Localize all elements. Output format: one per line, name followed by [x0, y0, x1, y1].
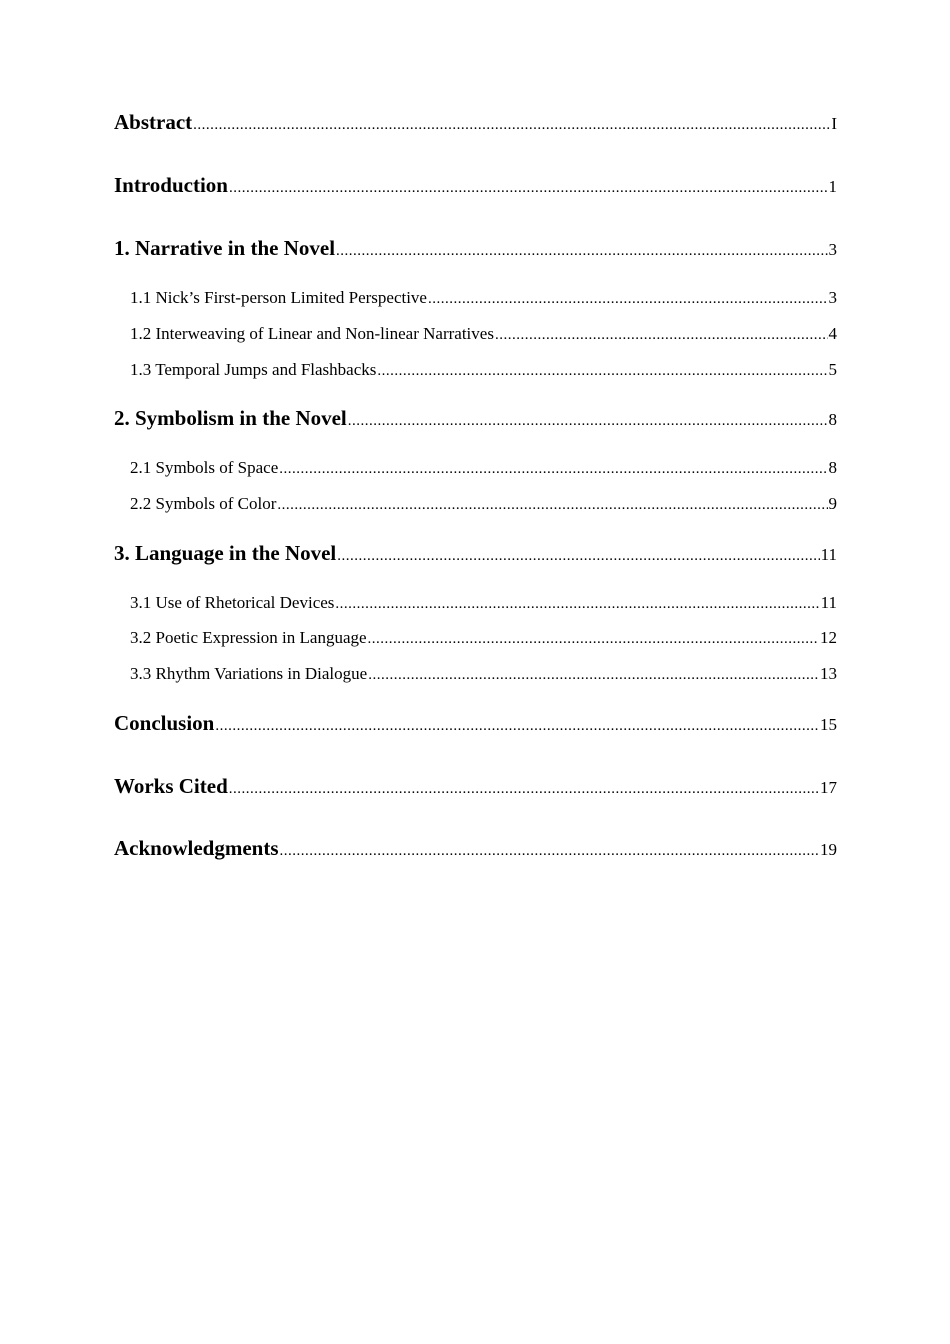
toc-page-number: 9	[828, 494, 837, 513]
dot-leader	[336, 243, 827, 260]
toc-page-number: 8	[828, 458, 837, 477]
toc-entry-conclusion[interactable]	[114, 711, 837, 736]
toc-page-number: 1	[828, 177, 837, 196]
dot-leader	[368, 631, 819, 648]
toc-entry-language[interactable]	[114, 541, 837, 566]
toc-entry-3-2[interactable]	[130, 628, 837, 648]
dot-leader	[495, 327, 828, 344]
toc-page-number: 19	[820, 840, 837, 859]
dot-leader	[277, 497, 827, 514]
toc-entry-2-1[interactable]	[130, 458, 837, 478]
toc-entry-label: 1. Narrative in the Novel	[114, 236, 336, 260]
toc-entry-label: 2.2 Symbols of Color	[130, 494, 277, 513]
dot-leader	[368, 667, 819, 684]
dot-leader	[335, 596, 819, 613]
dot-leader	[229, 180, 828, 197]
toc-entry-label: 1.1 Nick’s First-person Limited Perspective	[130, 288, 427, 307]
toc-entry-3-1[interactable]	[130, 593, 837, 613]
toc-page-number: I	[831, 114, 837, 133]
dot-leader	[279, 461, 827, 478]
toc-entry-acknowledgments[interactable]	[114, 836, 837, 861]
toc-page-number: 11	[820, 545, 837, 564]
toc-entry-label: 3. Language in the Novel	[114, 541, 337, 565]
dot-leader	[280, 843, 819, 860]
dot-leader	[229, 781, 819, 798]
toc-entry-label: Abstract	[114, 110, 193, 134]
toc-page-number: 3	[828, 288, 837, 307]
toc-page-number: 4	[828, 324, 837, 343]
toc-page-number: 12	[820, 628, 837, 647]
toc-entry-label: 1.3 Temporal Jumps and Flashbacks	[130, 360, 377, 379]
toc-page-number: 17	[820, 778, 837, 797]
toc-page-number: 13	[820, 664, 837, 683]
toc-entry-label: Works Cited	[114, 774, 228, 798]
toc-entry-label: 2.1 Symbols of Space	[130, 458, 279, 477]
toc-entry-1-2[interactable]	[130, 324, 837, 344]
toc-entry-2-2[interactable]	[130, 494, 837, 514]
toc-entry-label: 3.2 Poetic Expression in Language	[130, 628, 367, 647]
dot-leader	[348, 413, 828, 430]
toc-page-number: 15	[820, 715, 837, 734]
dot-leader	[428, 291, 828, 308]
toc-entry-1-1[interactable]	[130, 288, 837, 308]
toc-entry-symbolism[interactable]	[114, 406, 837, 431]
toc-entry-works-cited[interactable]	[114, 774, 837, 799]
toc-entry-introduction[interactable]	[114, 173, 837, 198]
toc-page-number: 11	[820, 593, 837, 612]
dot-leader	[215, 718, 819, 735]
toc-entry-label: Acknowledgments	[114, 836, 279, 860]
toc-entry-label: 3.1 Use of Rhetorical Devices	[130, 593, 335, 612]
dot-leader	[193, 117, 830, 134]
toc-entry-3-3[interactable]	[130, 664, 837, 684]
toc-entry-1-3[interactable]	[130, 360, 837, 380]
toc-entry-abstract[interactable]	[114, 110, 837, 135]
toc-entry-label: 3.3 Rhythm Variations in Dialogue	[130, 664, 368, 683]
dot-leader	[377, 363, 827, 380]
toc-page-number: 3	[828, 240, 837, 259]
dot-leader	[337, 548, 819, 565]
toc-entry-label: 2. Symbolism in the Novel	[114, 406, 347, 430]
toc-entry-label: Introduction	[114, 173, 228, 197]
toc-entry-narrative[interactable]	[114, 236, 837, 261]
toc-page-number: 8	[828, 410, 837, 429]
toc-page-number: 5	[828, 360, 837, 379]
toc-entry-label: Conclusion	[114, 711, 215, 735]
toc-entry-label: 1.2 Interweaving of Linear and Non-linear Narratives	[130, 324, 494, 343]
